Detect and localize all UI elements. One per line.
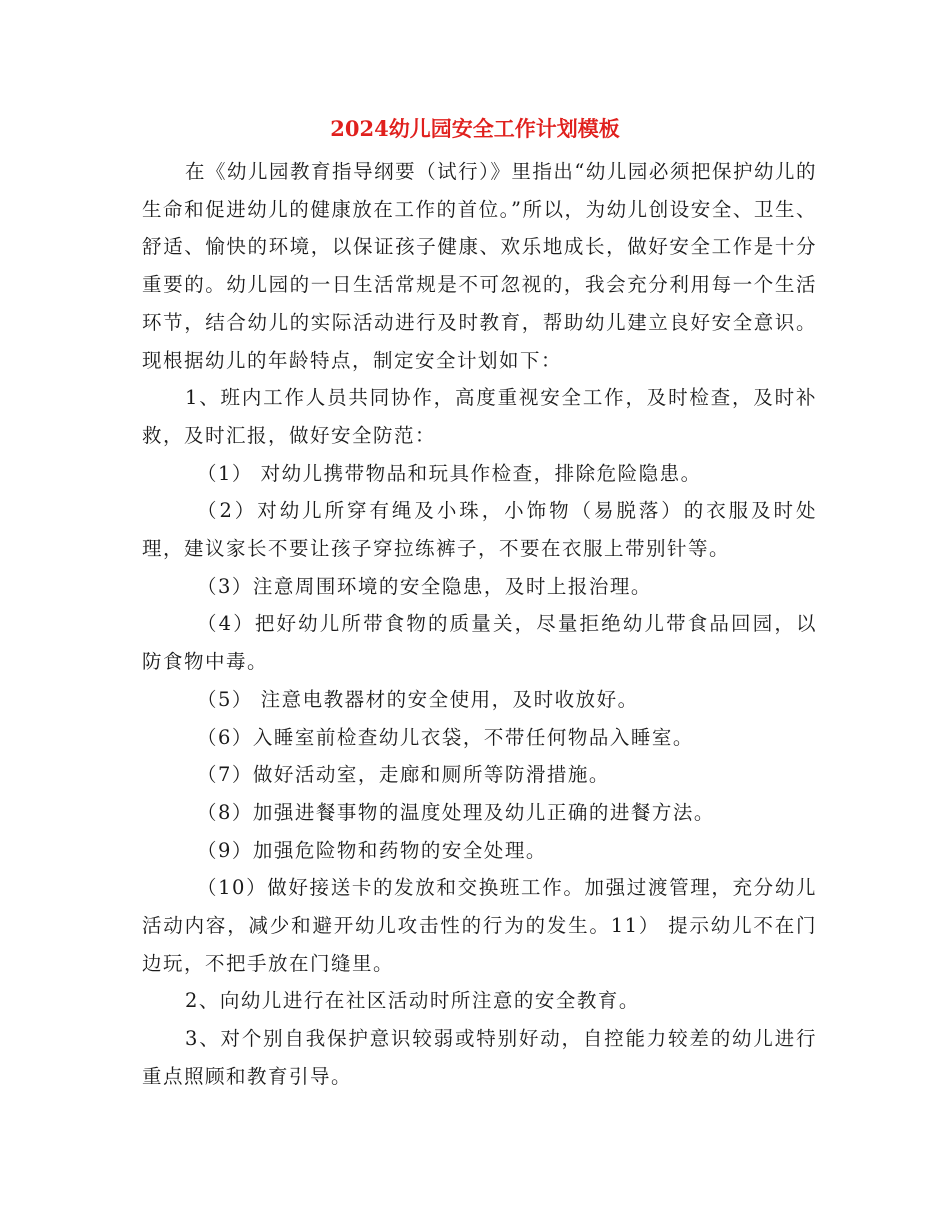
list-item-6: （6）入睡室前检查幼儿衣袋，不带任何物品入睡室。	[197, 725, 694, 749]
list-item-7: （7）做好活动室，走廊和厕所等防滑措施。	[197, 763, 610, 787]
list-item-8: （8）加强进餐事物的温度处理及幼儿正确的进餐方法。	[197, 800, 715, 824]
list-item-5: （5） 注意电教器材的安全使用，及时收放好。	[197, 687, 639, 711]
document-body	[142, 153, 817, 1096]
list-item-4: （4）把好幼儿所带食物的质量关，尽量拒绝幼儿带食品回园，以防食物中毒。	[142, 612, 817, 674]
intro-paragraph: 在《幼儿园教育指导纲要（试行）》里指出“幼儿园必须把保护幼儿的生命和促进幼儿的健康放在工作的首位。”所以，为幼儿创设安全、卫生、舒适、愉快的环境，以保证孩子健康、欢乐地成长，做好安全工作是十分重要的。幼儿园的一日生活常规是不可忽视的，我会充分利用每一个生活环节，结合幼儿的实际活动进行及时教育，帮助幼儿建立良好安全意识。现根据幼儿的年龄特点，制定安全计划如下：	[142, 160, 817, 372]
list-item-1: （1） 对幼儿携带物品和玩具作检查，排除危险隐患。	[197, 461, 702, 485]
document-title: 2024幼儿园安全工作计划模板	[330, 116, 620, 141]
section-3-paragraph: 3、对个别自我保护意识较弱或特别好动，自控能力较差的幼儿进行重点照顾和教育引导。	[142, 1027, 817, 1088]
list-item-2: （2）对幼儿所穿有绳及小珠，小饰物（易脱落）的衣服及时处理，建议家长不要让孩子穿拉练裤子，不要在衣服上带别针等。	[142, 499, 817, 561]
list-item-3: （3）注意周围环境的安全隐患，及时上报治理。	[197, 574, 652, 598]
list-item-9: （9）加强危险物和药物的安全处理。	[197, 838, 547, 862]
section-2-paragraph: 2、向幼儿进行在社区活动时所注意的安全教育。	[185, 989, 640, 1013]
section-1-paragraph: 1、班内工作人员共同协作，高度重视安全工作，及时检查，及时补救，及时汇报，做好安全防范：	[142, 386, 817, 447]
list-item-10: （10）做好接送卡的发放和交换班工作。加强过渡管理，充分幼儿活动内容，减少和避开幼儿攻击性的行为的发生。11） 提示幼儿不在门边玩，不把手放在门缝里。	[142, 876, 817, 975]
